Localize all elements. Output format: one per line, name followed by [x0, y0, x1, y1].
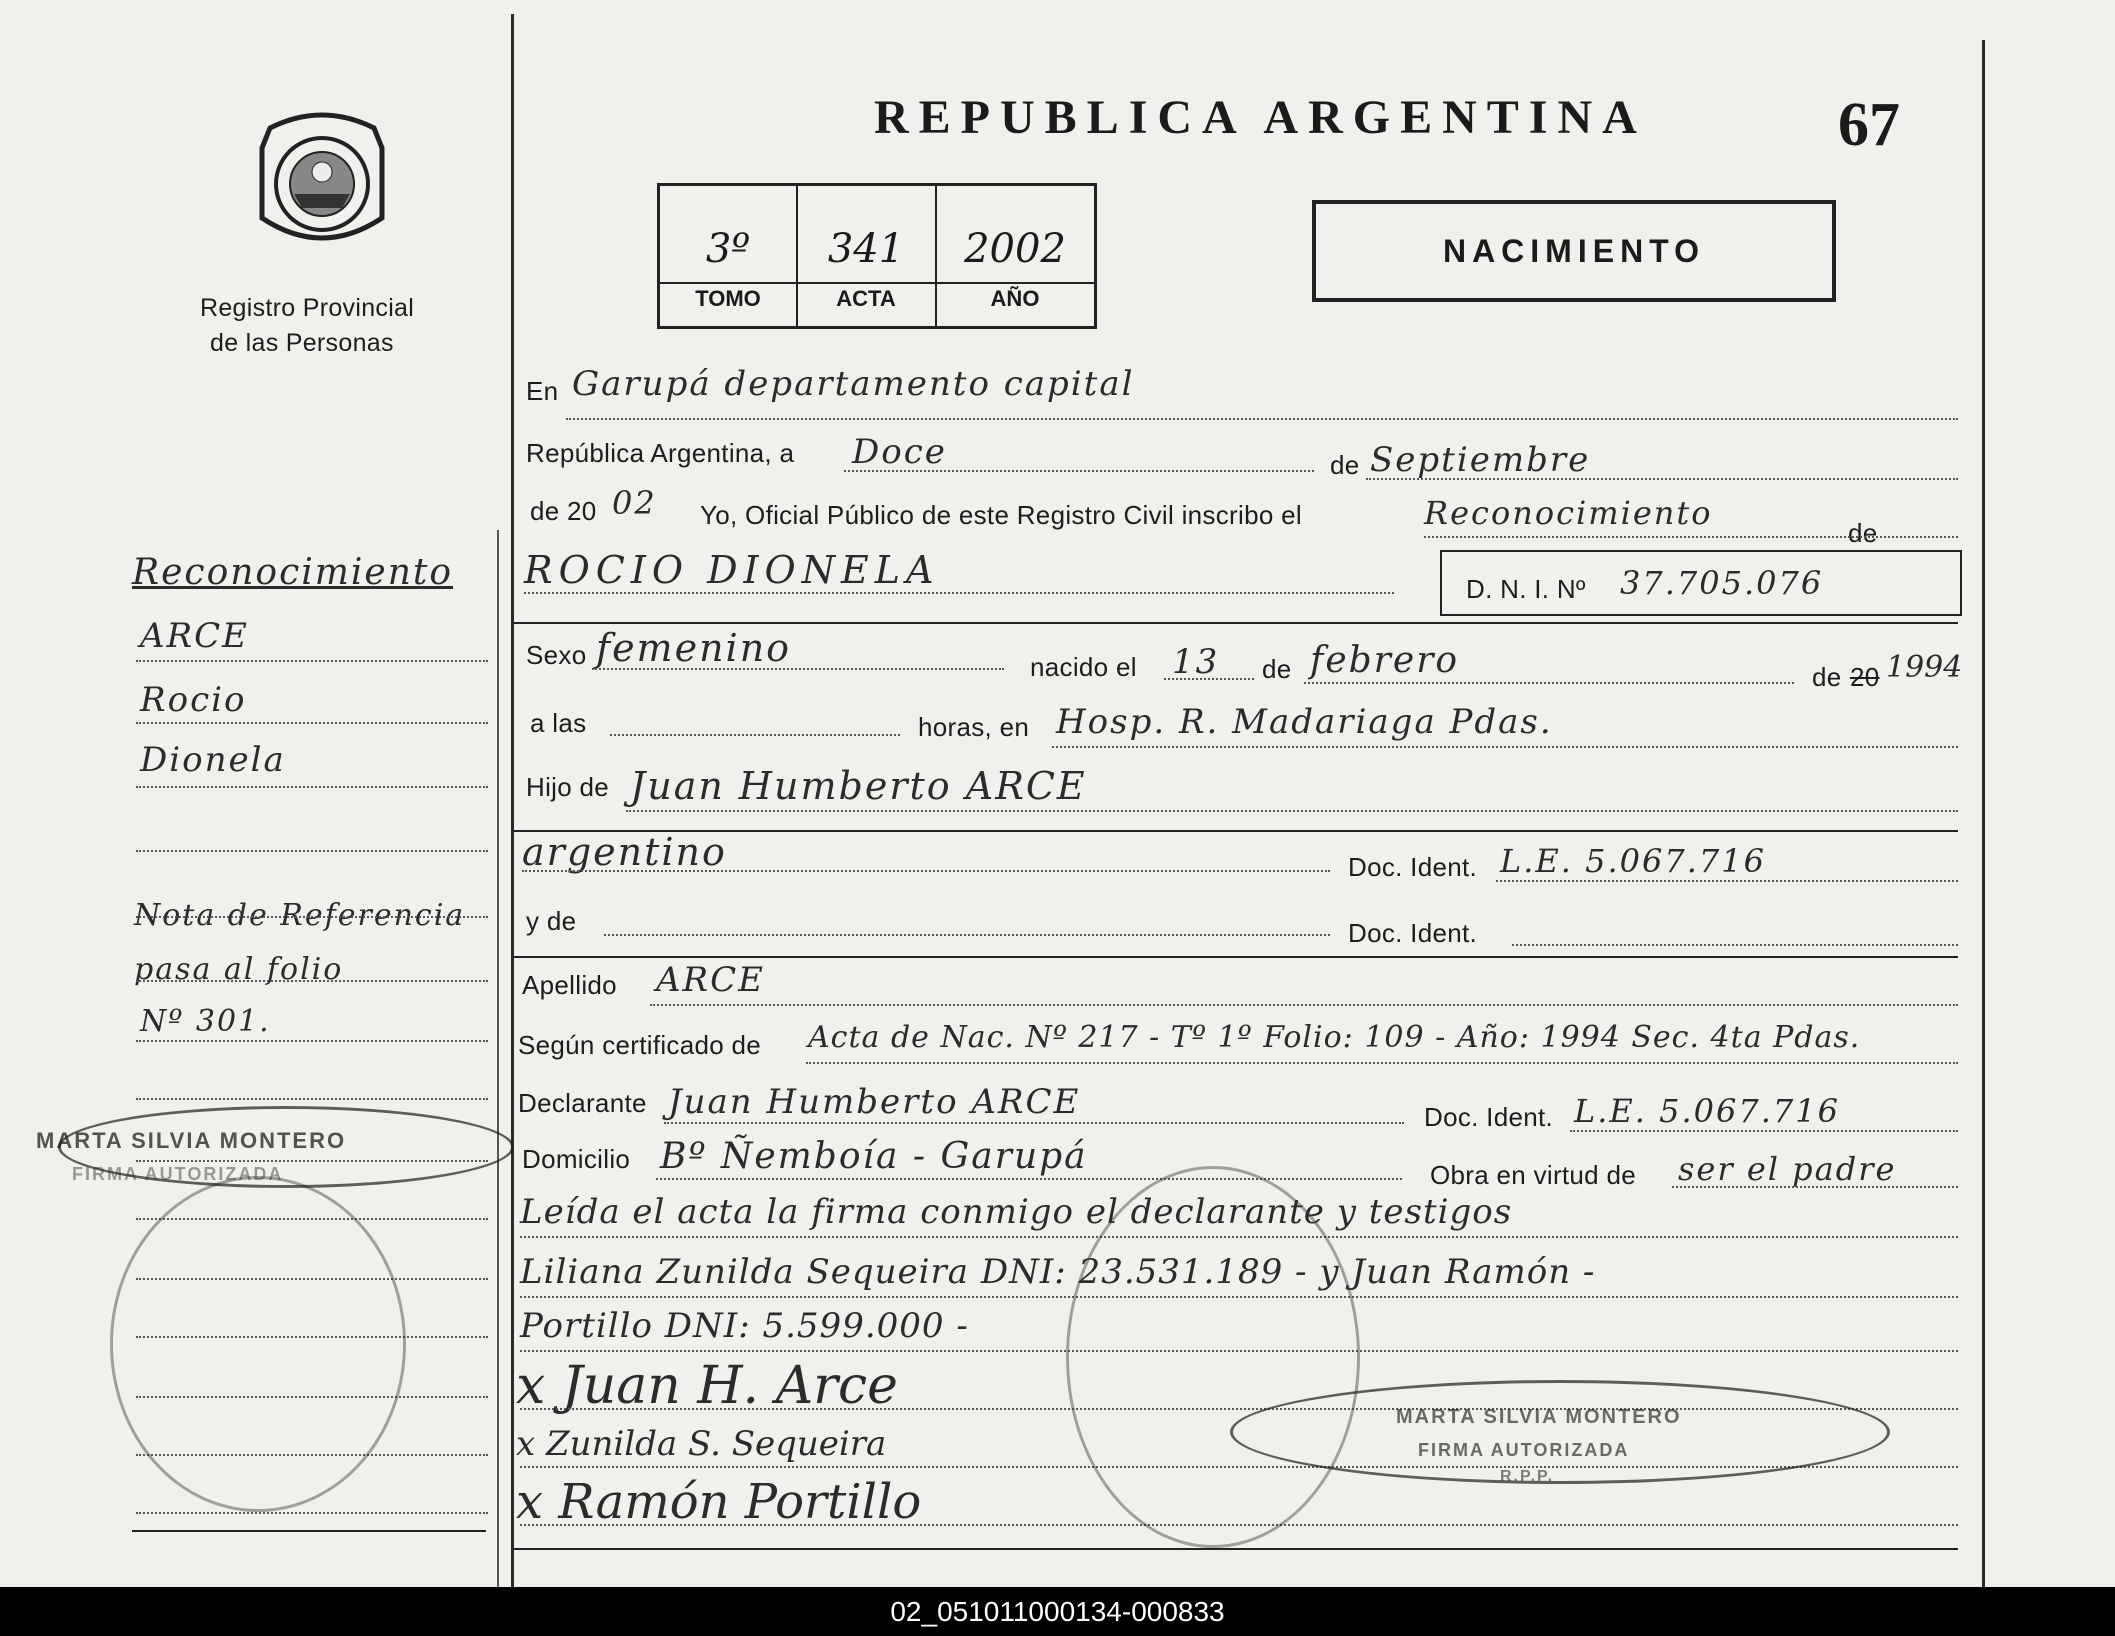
nacido-year: 1994	[1886, 650, 1963, 685]
official-seal-left	[110, 1176, 406, 1512]
signature-witness-2: x Ramón Portillo	[516, 1474, 922, 1530]
registry-name-line2: de las Personas	[210, 329, 394, 357]
domicilio-label: Domicilio	[522, 1144, 631, 1174]
signature-declarante: x Juan H. Arce	[516, 1356, 898, 1416]
margin-note-line2: pasa al folio	[134, 952, 344, 987]
right-stamp-sub: R.P.P.	[1500, 1468, 1555, 1485]
segun-value: Acta de Nac. Nº 217 - Tº 1º Folio: 109 - Año: 1994 Sec. 4ta Pdas.	[808, 1020, 1861, 1055]
right-signature-stamp	[1230, 1380, 1890, 1484]
republica-label: República Argentina, a	[526, 438, 795, 468]
segun-label: Según certificado de	[518, 1030, 762, 1060]
month-value: Septiembre	[1370, 440, 1591, 480]
tomo-value: 3º	[705, 226, 751, 272]
left-stamp-name: MARTA SILVIA MONTERO	[36, 1128, 347, 1153]
nacido-day: 13	[1172, 642, 1220, 682]
official-seal-right	[1066, 1166, 1360, 1548]
yde-label: y de	[526, 906, 577, 936]
right-stamp-name: MARTA SILVIA MONTERO	[1396, 1406, 1682, 1428]
margin-note-surname: ARCE	[140, 616, 249, 656]
page-number: 67	[1838, 91, 1900, 159]
left-stamp-role: FIRMA AUTORIZADA	[72, 1164, 284, 1184]
right-stamp-role: FIRMA AUTORIZADA	[1418, 1440, 1630, 1460]
en-value: Garupá departamento capital	[572, 364, 1135, 404]
record-number-box	[657, 183, 1097, 329]
declarante-doc: L.E. 5.067.716	[1574, 1092, 1840, 1130]
margin-note-given1: Rocio	[140, 680, 247, 720]
padre-doc: L.E. 5.067.716	[1500, 842, 1766, 880]
signature-witness-1: x Zunilda S. Sequeira	[516, 1424, 887, 1464]
left-column-border	[497, 530, 499, 1587]
registry-name-line1: Registro Provincial	[200, 294, 415, 322]
declarante-label: Declarante	[518, 1088, 647, 1118]
en-label: En	[526, 376, 559, 406]
doc-label: Doc. Ident.	[1348, 852, 1478, 882]
document-title: REPUBLICA ARGENTINA	[874, 91, 1647, 144]
de-year-label: de	[1812, 662, 1842, 692]
acta-label: ACTA	[836, 286, 896, 311]
nacido-label: nacido el	[1030, 652, 1137, 682]
obra-value: ser el padre	[1678, 1150, 1897, 1188]
day-value: Doce	[852, 432, 947, 472]
province-seal-icon	[250, 108, 394, 256]
sexo-label: Sexo	[526, 640, 587, 670]
nacionalidad-value: argentino	[522, 830, 727, 874]
ano-value: 2002	[964, 226, 1066, 272]
record-type-box: NACIMIENTO	[1312, 200, 1836, 302]
year-prefix: de 20	[530, 496, 597, 526]
de-label-2: de	[1848, 518, 1878, 548]
doc-label-2: Doc. Ident.	[1348, 918, 1478, 948]
margin-note-heading: Reconocimiento	[132, 552, 454, 593]
yo-text: Yo, Oficial Público de este Registro Civil inscribo el	[700, 500, 1302, 530]
horas-label: horas, en	[918, 712, 1030, 742]
center-border	[511, 14, 514, 1587]
observaciones-line3: Portillo DNI: 5.599.000 -	[520, 1306, 969, 1346]
ano-label: AÑO	[990, 286, 1040, 311]
image-identifier: 02_051011000134-000833	[0, 1587, 2115, 1636]
alas-label: a las	[530, 708, 587, 738]
dni-label: D. N. I. Nº	[1466, 574, 1586, 604]
right-border	[1982, 40, 1985, 1587]
margin-note-given2: Dionela	[140, 740, 286, 780]
margin-note-line1: Nota de Referencia	[134, 898, 466, 933]
de-label-3: de	[1262, 654, 1292, 684]
acta-value: 341	[827, 226, 905, 272]
doc-label-3: Doc. Ident.	[1424, 1102, 1554, 1132]
margin-note-line3: Nº 301.	[140, 1004, 271, 1039]
obra-label: Obra en virtud de	[1430, 1160, 1636, 1190]
observaciones-line2: Liliana Zunilda Sequeira DNI: 23.531.189 - y Juan Ramón -	[520, 1252, 1596, 1292]
act-value: Reconocimiento	[1424, 494, 1713, 532]
nacido-month: febrero	[1310, 640, 1460, 681]
dni-value: 37.705.076	[1620, 564, 1824, 602]
sexo-value: femenino	[596, 626, 792, 670]
declarante-value: Juan Humberto ARCE	[668, 1082, 1081, 1122]
domicilio-value: Bº Ñemboía - Garupá	[660, 1136, 1088, 1177]
padre-value: Juan Humberto ARCE	[630, 764, 1087, 808]
hijo-label: Hijo de	[526, 772, 610, 802]
child-name: ROCIO DIONELA	[524, 548, 940, 592]
year-printed: 20	[1850, 662, 1880, 692]
de-label: de	[1330, 450, 1360, 480]
tomo-label: TOMO	[695, 286, 761, 311]
apellido-value: ARCE	[656, 960, 765, 1000]
observaciones-line1: Leída el acta la firma conmigo el declarante y testigos	[520, 1192, 1513, 1232]
apellido-label: Apellido	[522, 970, 617, 1000]
lugar-value: Hosp. R. Madariaga Pdas.	[1056, 702, 1553, 742]
year-value: 02	[612, 484, 657, 522]
